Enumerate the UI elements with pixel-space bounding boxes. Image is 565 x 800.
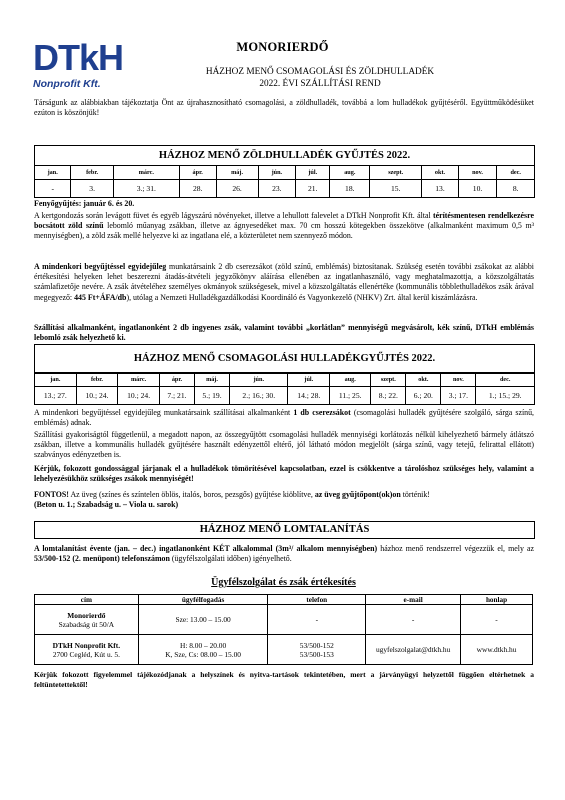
location-address: Szabadság út 50/A xyxy=(58,619,115,629)
town-title: MONORIERDŐ xyxy=(236,40,329,54)
glass-note xyxy=(34,490,534,510)
service-hours xyxy=(138,635,268,665)
month-cell: márc. xyxy=(113,166,179,180)
service-email-link[interactable]: ugyfelszolgalat@dtkh.hu xyxy=(366,635,461,665)
month-cell: júl. xyxy=(288,373,330,387)
day-cell: 10.; 24. xyxy=(76,387,118,405)
green-p2-bold: A mindenkori begyűjtéssel egyidejűleg xyxy=(34,262,167,271)
header-address: cím xyxy=(35,595,139,605)
phone-line-1: 53/500-152 xyxy=(299,640,334,650)
month-cell: nov. xyxy=(458,166,497,180)
intro-text: Társágunk az alábbiakban tájékoztatja Önt az újrahasznosítható csomagolási, a zöldhulladék, továbbá a lom hulladékok gyűjtéséről. Együttműködésüket ezúton is köszönjük! xyxy=(34,98,534,118)
location-address: 2700 Cegléd, Kút u. 5. xyxy=(52,649,120,659)
green-waste-paragraph-3: Szállítási alkalmanként, ingatlanonként 2 db ingyenes zsák, valamint további „korlátlan” mennyiségű megvásárolt, kék színű, DTkH emblémás lebomló zsák helyezhető ki. xyxy=(34,323,534,343)
month-cell: febr. xyxy=(76,373,118,387)
header-website: honlap xyxy=(461,595,533,605)
month-cell: szept. xyxy=(371,373,406,387)
month-cell: okt. xyxy=(406,373,441,387)
day-cell: 3. xyxy=(71,180,113,198)
month-cell: jún. xyxy=(230,373,288,387)
month-cell: febr. xyxy=(71,166,113,180)
green-p1-rest: lebomló műanyag zsákban, illetve az ágnyesedéket max. 70 cm hosszú kötegekben összekötve (alkalmanként maximum 0,5 m³ mennyiségben), a zöld zsák mellé helyezve ki az ingatlana elé, a közterületet nem szennyező módon. xyxy=(34,221,535,241)
hours-line-1: Sze: 13.00 – 15.00 xyxy=(175,615,231,624)
glass-end: történik! xyxy=(400,490,430,499)
day-cell: 18. xyxy=(330,180,370,198)
green-p2-body: Szükség esetén további zsákokat az alábbi értékesítési helyeken lehet beszerezni átadás-átvételi jegyzőkönyv aláírása ellenében az ingatlanhasználó, vagy meghatalmazottja, a közszolgáltatás számlafizetője nevére. A zsák átvételéhez személyes okmányok szükségesek, mivel a közszolgáltatás ellenértéke (kommunális többlethulladékos zsák árával megegyező: xyxy=(34,262,534,302)
green-waste-paragraph-2 xyxy=(34,262,534,303)
service-hours xyxy=(138,605,268,635)
day-cell: 23. xyxy=(258,180,296,198)
hours-line-2: K, Sze, Cs: 08.00 – 15.00 xyxy=(165,649,241,659)
green-waste-calendar xyxy=(34,165,535,198)
month-cell: ápr. xyxy=(179,166,216,180)
packaging-calendar xyxy=(34,372,535,405)
month-cell: nov. xyxy=(441,373,476,387)
bulky-waste-text xyxy=(34,544,534,564)
day-cell: 26. xyxy=(216,180,258,198)
glass-locations: (Beton u. 1.; Szabadság u. – Viola u. sarok) xyxy=(34,500,179,510)
day-cell: 10. xyxy=(458,180,497,198)
glass-point: az üveg gyűjtőpont(ok)on xyxy=(314,490,401,499)
pack-p1-bold: 1 db cserezsákot xyxy=(293,408,351,417)
glass-important: FONTOS! xyxy=(34,490,69,499)
day-cell: 6.; 20. xyxy=(406,387,441,405)
header-phone: telefon xyxy=(268,595,366,605)
service-location xyxy=(35,635,139,665)
month-cell: aug. xyxy=(330,166,370,180)
month-cell: aug. xyxy=(330,373,371,387)
service-phone xyxy=(268,605,366,635)
day-cell: 15. xyxy=(370,180,422,198)
logo-text: DTkH xyxy=(33,37,124,78)
bulky-text: házhoz menő rendszerrel végezzük el, mely az xyxy=(377,544,534,553)
month-cell: máj. xyxy=(194,373,229,387)
bulky-bold: A lomtalanítást évente (jan. – dec.) ingatlanonként KÉT alkalommal (3m³/ alkalom mennyiségben) xyxy=(34,544,378,553)
service-footer-note: Kérjük fokozott figyelemmel tájékozódjanak a helyszínek és nyitva-tartások tekintetében, mert a járványügyi helyzettől függően eltérhetnek a feltüntetettektől! xyxy=(34,670,534,690)
day-cell: 21. xyxy=(296,180,330,198)
green-p2-price: 445 Ft+ÁFA/db xyxy=(74,292,127,302)
day-cell: 7.; 21. xyxy=(159,387,194,405)
packaging-paragraph-3: Kérjük, fokozott gondossággal járjanak el a hulladékok tömörítésével kapcsolatban, ezzel is csökkentve a tárolóshoz szükséges hely, valamint a lehelyezésükhöz szükséges zsákok mennyiségét! xyxy=(34,464,534,484)
tree-collection-note: Fenyőgyűjtés: január 6. és 20. xyxy=(34,199,135,208)
logo-subtext: Nonprofit Kft. xyxy=(33,78,101,90)
day-cell: - xyxy=(35,180,71,198)
green-p1-bold: térítésmentesen rendelkezésre bocsátott zöld színű xyxy=(34,211,534,231)
month-cell: okt. xyxy=(422,166,458,180)
day-cell: 5.; 19. xyxy=(194,387,229,405)
bulky-end: (ügyfélszolgálati időben) igényelhető. xyxy=(169,554,292,564)
day-cell: 1.; 15.; 29. xyxy=(476,387,535,405)
table-row xyxy=(35,605,533,635)
day-cell: 8. xyxy=(497,180,535,198)
service-header-row xyxy=(35,595,533,605)
month-cell: jan. xyxy=(35,373,77,387)
service-location xyxy=(35,605,139,635)
heading-line-2: 2022. ÉVI SZÁLLÍTÁSI REND xyxy=(259,79,381,89)
document-heading xyxy=(120,66,520,90)
bulky-phone: 53/500-152 (2. menüpont) telefonszámon xyxy=(34,554,170,564)
bulky-waste-title: HÁZHOZ MENŐ LOMTALANÍTÁS xyxy=(34,521,535,539)
phone-line-2: 53/500-153 xyxy=(299,649,334,659)
day-cell: 13. xyxy=(422,180,458,198)
month-cell: máj. xyxy=(216,166,258,180)
green-p1-text: A kertgondozás során levágott füvet és egyéb lágyszárú növényeket, illetve a lehullott falevelet a DTkH Nonprofit Kft. által xyxy=(34,211,433,220)
month-cell: dec. xyxy=(476,373,535,387)
day-cell: 13.; 27. xyxy=(35,387,77,405)
header-hours: ügyfélfogadás xyxy=(138,595,268,605)
day-cell: 2.; 16.; 30. xyxy=(230,387,288,405)
day-cell: 28. xyxy=(179,180,216,198)
location-name: DTkH Nonprofit Kft. xyxy=(52,640,121,650)
table-row xyxy=(35,635,533,665)
day-cell: 11.; 25. xyxy=(330,387,371,405)
packaging-paragraph-2: Szállítási gyakoriságtól függetlenül, a megadott napon, az összegyűjtött csomagolási hulladék mennyiségi korlátozás nélkül kihelyezhető bármely átlátszó zsákban, illetve a kommunális hulladék gyűjtésére használt edényzettől eltérő, jól látható módon megjelölt (sárga színű, vagy tetejű, felirattal ellátott) szabványos edényzetben is. xyxy=(34,430,534,460)
month-cell: jún. xyxy=(258,166,296,180)
day-cell: 14.; 28. xyxy=(288,387,330,405)
green-waste-paragraph-1 xyxy=(34,211,534,242)
day-cell: 3.; 31. xyxy=(113,180,179,198)
day-cell: 8.; 22. xyxy=(371,387,406,405)
green-p2-text: munkatársaink 2 db cserezsákot (zöld színű, emblémás) biztosítanak. xyxy=(166,262,394,271)
service-website-link[interactable]: www.dtkh.hu xyxy=(461,635,533,665)
service-title xyxy=(34,577,533,589)
service-title-text: Ügyfélszolgálat és zsák értékesítés xyxy=(211,577,356,588)
service-email: - xyxy=(366,605,461,635)
header-email: e-mail xyxy=(366,595,461,605)
month-cell: márc. xyxy=(118,373,160,387)
hours-line-1: H: 8.00 – 20.00 xyxy=(180,640,227,650)
service-phone xyxy=(268,635,366,665)
service-website: - xyxy=(461,605,533,635)
month-cell: jan. xyxy=(35,166,71,180)
location-name: Monorierdő xyxy=(67,610,106,620)
month-cell: júl. xyxy=(296,166,330,180)
packaging-title: HÁZHOZ MENŐ CSOMAGOLÁSI HULLADÉKGYŰJTÉS 2022. xyxy=(34,344,535,374)
service-table xyxy=(34,594,533,665)
heading-line-1: HÁZHOZ MENŐ CSOMAGOLÁSI ÉS ZÖLDHULLADÉK xyxy=(205,67,435,77)
green-waste-title: HÁZHOZ MENŐ ZÖLDHULLADÉK GYŰJTÉS 2022. xyxy=(34,145,535,166)
glass-text: Az üveg (színes és színtelen öblös, italós, boros, pezsgős) gyűjtése kiöblítve, xyxy=(68,490,315,499)
day-cell: 3.; 17. xyxy=(441,387,476,405)
green-p2-end: ), utólag a Nemzeti Hulladékgazdálkodási Koordináló és Vagyonkezelő (NHKV) Zrt. által kerül kiszámlázásra. xyxy=(126,292,478,302)
pack-p1-text: A mindenkori begyűjtéssel egyidejűleg munkatársaink szállításai alkalmanként xyxy=(34,408,294,417)
month-cell: szept. xyxy=(370,166,422,180)
month-cell: dec. xyxy=(497,166,535,180)
packaging-paragraph-1 xyxy=(34,408,534,428)
month-cell: ápr. xyxy=(159,373,194,387)
pack-p1-rest: (csomagolási hulladék gyűjtésére szolgáló, sárga színű, emblémás) adnak. xyxy=(34,408,535,428)
phone-line-1: - xyxy=(315,615,319,624)
day-cell: 10.; 24. xyxy=(118,387,160,405)
